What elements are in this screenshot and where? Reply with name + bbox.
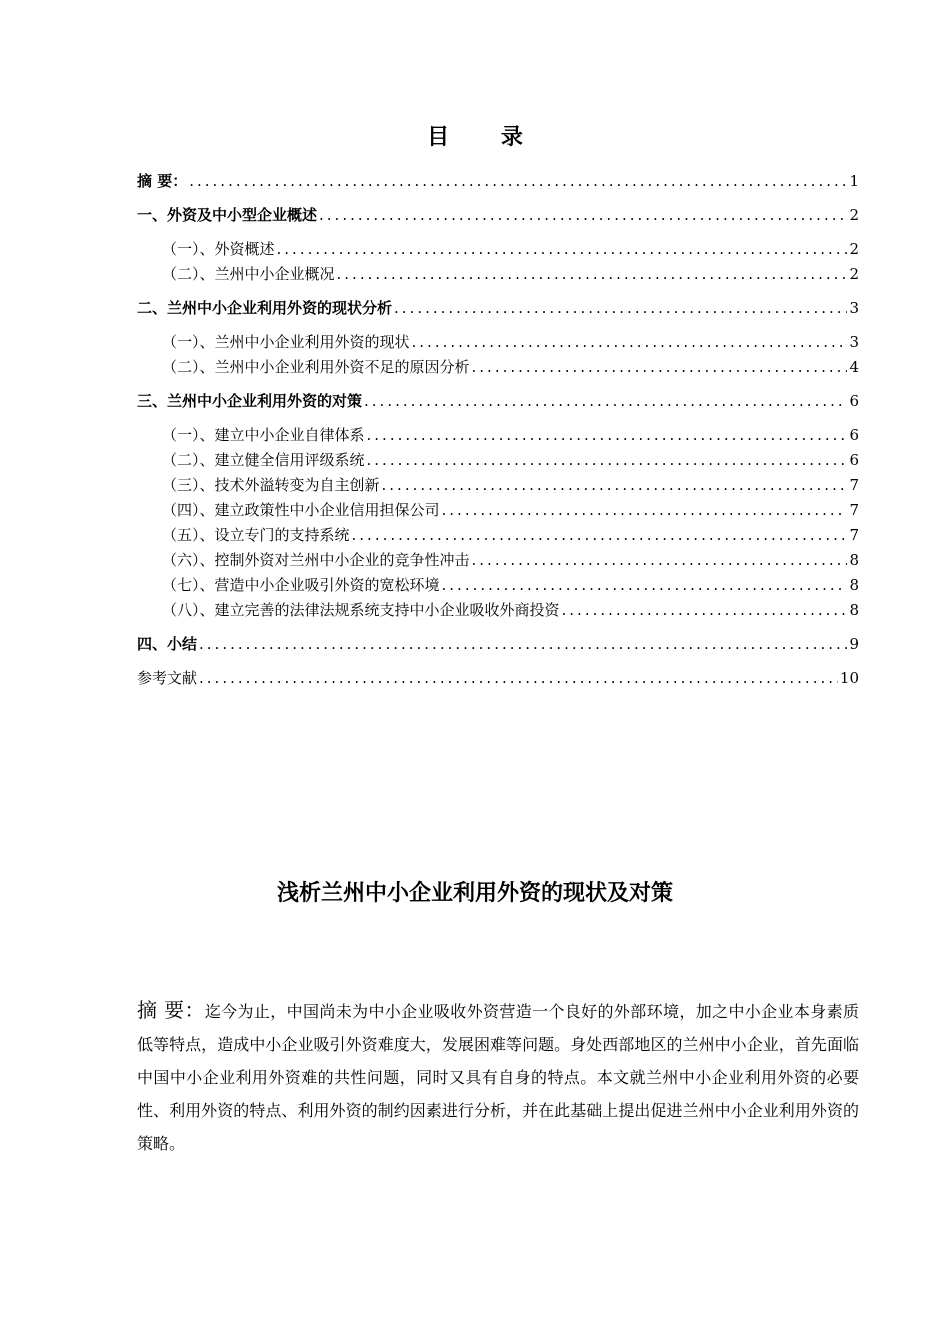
toc-entry-label: 一、外资及中小型企业概述	[137, 206, 318, 224]
toc-title: 目 录	[427, 125, 545, 150]
toc-entry[interactable]	[137, 474, 859, 499]
toc-entry[interactable]	[137, 238, 859, 263]
toc-entry[interactable]	[137, 170, 859, 195]
toc-page-number: 8	[849, 576, 859, 594]
toc-entry-label: （八）、建立完善的法律法规系统支持中小企业吸收外商投资	[162, 601, 560, 619]
toc-entry[interactable]	[137, 633, 859, 658]
toc-entry[interactable]	[137, 356, 859, 381]
toc-page-number: 2	[849, 240, 859, 258]
toc-page-number: 2	[849, 265, 859, 283]
abstract-label: 摘 要：	[137, 998, 205, 1022]
toc-entry-label: （一）、建立中小企业自律体系	[162, 426, 365, 444]
toc-entry-label: 参考文献	[137, 669, 198, 687]
toc-leader-dots	[352, 526, 848, 544]
toc-leader-dots	[199, 635, 847, 653]
toc-entry[interactable]	[137, 549, 859, 574]
toc-leader-dots	[319, 206, 847, 224]
toc-leader-dots	[394, 299, 847, 317]
toc-page-number: 9	[849, 635, 859, 653]
toc-entry[interactable]	[137, 204, 859, 229]
toc-entry-label: 三、兰州中小企业利用外资的对策	[137, 392, 363, 410]
toc-entry-label: （三）、技术外溢转变为自主创新	[162, 476, 380, 494]
toc-leader-dots	[364, 392, 847, 410]
toc-leader-dots	[189, 172, 847, 190]
toc-page-number: 4	[849, 358, 859, 376]
paper-title: 浅析兰州中小企业利用外资的现状及对策	[276, 881, 673, 906]
toc-leader-dots	[337, 265, 848, 283]
abstract-text: 迄今为止，中国尚未为中小企业吸收外资营造一个良好的外部环境，加之中小企业本身素质低等特点，造成中小企业吸引外资难度大，发展困难等问题。身处西部地区的兰州中小企业，首先面临中国中小企业利用外资难的共性问题，同时又具有自身的特点。本文就兰州中小企业利用外资的必要性、利用外资的特点、利用外资的制约因素进行分析，并在此基础上提出促进兰州中小企业利用外资的策略。	[137, 1002, 859, 1153]
toc-entry-label: （一）、外资概述	[162, 240, 275, 258]
abstract-paragraph	[137, 994, 859, 1160]
toc-page-number: 8	[849, 601, 859, 619]
toc-entry[interactable]	[137, 331, 859, 356]
table-of-contents	[137, 170, 859, 692]
toc-entry-label: （四）、建立政策性中小企业信用担保公司	[162, 501, 440, 519]
toc-leader-dots	[472, 358, 848, 376]
toc-entry-label: （二）、建立健全信用评级系统	[162, 451, 365, 469]
toc-page-number: 1	[849, 172, 859, 190]
toc-leader-dots	[382, 476, 848, 494]
toc-entry-label: （二）、兰州中小企业概况	[162, 265, 335, 283]
toc-page-number: 7	[849, 501, 859, 519]
toc-entry[interactable]	[137, 424, 859, 449]
toc-entry[interactable]	[137, 263, 859, 288]
toc-page-number: 3	[849, 333, 859, 351]
toc-entry-label: （六）、控制外资对兰州中小企业的竞争性冲击	[162, 551, 470, 569]
toc-entry-label: （一）、兰州中小企业利用外资的现状	[162, 333, 410, 351]
toc-entry[interactable]	[137, 449, 859, 474]
toc-entry-label: 四、小结	[137, 635, 198, 653]
toc-page-number: 10	[839, 669, 859, 687]
toc-leader-dots	[277, 240, 848, 258]
toc-page-number: 6	[849, 426, 859, 444]
toc-leader-dots	[442, 576, 848, 594]
toc-entry-label: （五）、设立专门的支持系统	[162, 526, 350, 544]
toc-page-number: 6	[849, 451, 859, 469]
toc-entry[interactable]	[137, 297, 859, 322]
toc-page-number: 3	[849, 299, 859, 317]
toc-page-number: 7	[849, 476, 859, 494]
toc-entry[interactable]	[137, 599, 859, 624]
toc-page-number: 2	[849, 206, 859, 224]
toc-entry[interactable]	[137, 499, 859, 524]
toc-page-number: 8	[849, 551, 859, 569]
toc-entry-label: 二、兰州中小企业利用外资的现状分析	[137, 299, 393, 317]
toc-leader-dots	[412, 333, 848, 351]
toc-leader-dots	[562, 601, 848, 619]
toc-entry-label: 摘 要：	[137, 172, 188, 190]
toc-entry[interactable]	[137, 574, 859, 599]
toc-entry-label: （七）、营造中小企业吸引外资的宽松环境	[162, 576, 440, 594]
toc-leader-dots	[442, 501, 848, 519]
toc-leader-dots	[367, 451, 848, 469]
toc-leader-dots	[199, 669, 838, 687]
toc-page-number: 7	[849, 526, 859, 544]
toc-entry[interactable]	[137, 524, 859, 549]
toc-leader-dots	[472, 551, 848, 569]
toc-leader-dots	[367, 426, 848, 444]
toc-entry-label: （二）、兰州中小企业利用外资不足的原因分析	[162, 358, 470, 376]
toc-entry[interactable]	[137, 667, 859, 692]
toc-entry[interactable]	[137, 390, 859, 415]
toc-page-number: 6	[849, 392, 859, 410]
